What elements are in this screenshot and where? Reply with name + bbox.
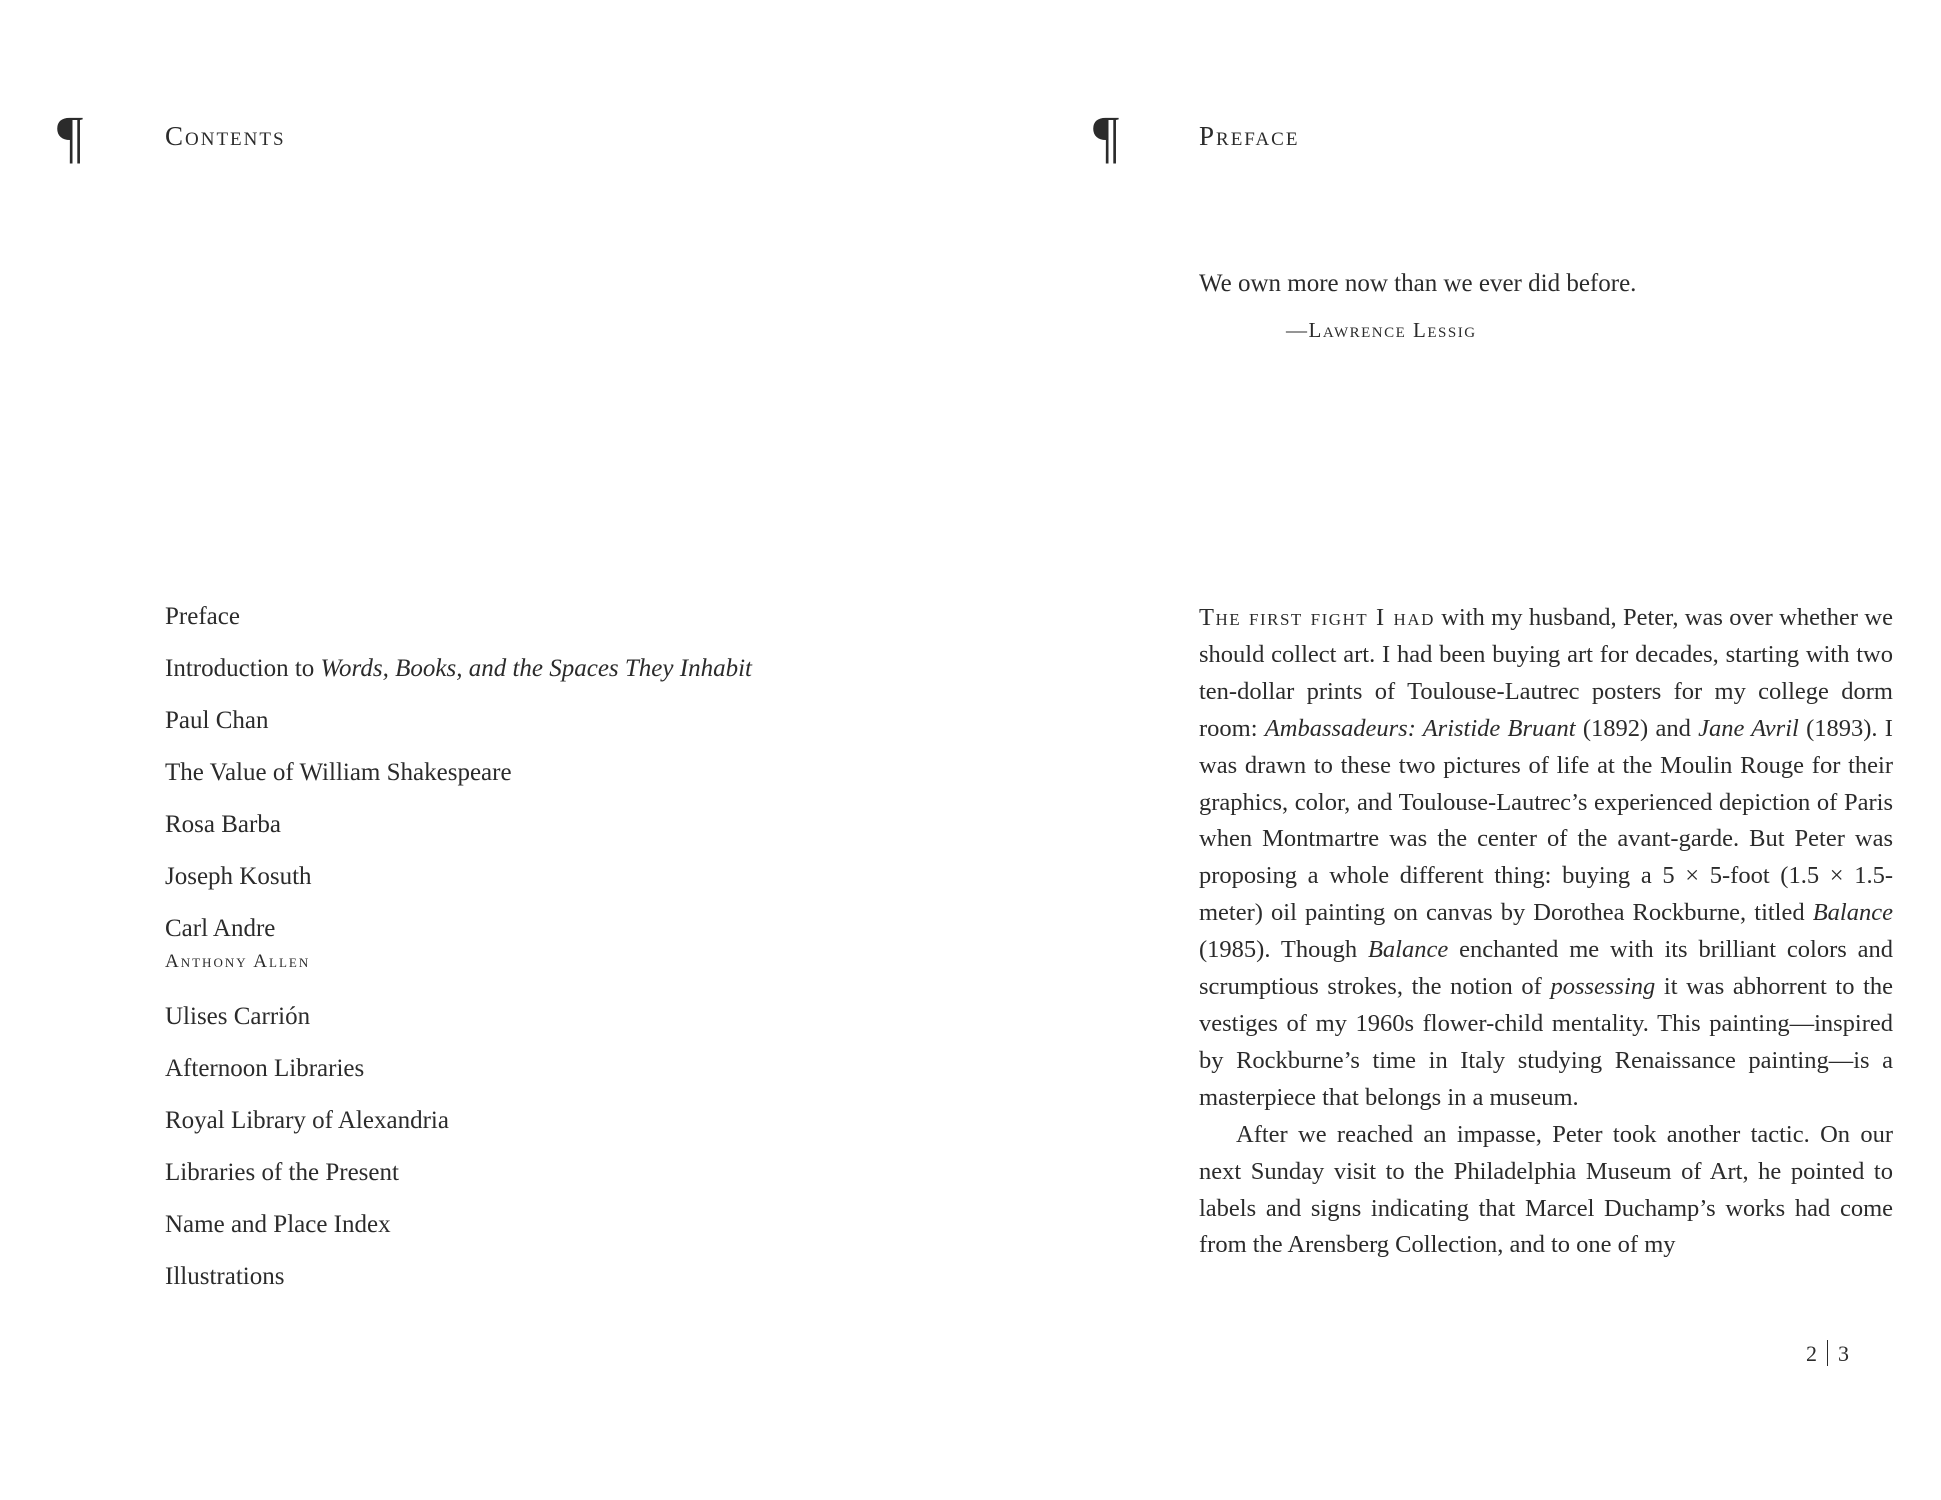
italic-title: Balance: [1812, 899, 1893, 927]
italic-emphasis: possessing: [1550, 973, 1656, 1001]
toc-title: Royal Library of Alexandria: [165, 1107, 449, 1134]
folio-divider: [1827, 1340, 1828, 1366]
toc-title: Afternoon Libraries: [165, 1055, 365, 1082]
toc-title: The Value of William Shakespeare: [165, 759, 512, 786]
text-run: with my husband, Peter, was over whether we should collect art. I had been buying art for decades, starting with two ten-dollar prints of Toulouse-Lautrec posters for my college dorm room:: [1199, 604, 1893, 742]
right-page-number: 3: [1838, 1341, 1849, 1366]
italic-title: Jane Avril: [1698, 714, 1799, 742]
toc-entry[interactable]: [0, 1211, 900, 1251]
text-run: it was abhorrent to the vestiges of my 1960s flower-child mentality. This painting—inspired by Rockburne’s time in Italy studying Renaissance painting—is a masterpiece that belongs in a museum.: [1199, 973, 1894, 1111]
italic-title: Ambassadeurs: Aristide Bruant: [1264, 714, 1576, 742]
contents-heading: Contents: [165, 121, 286, 151]
text-run: (1985). Though: [1199, 936, 1368, 964]
preface-heading: Preface: [1199, 121, 1300, 151]
toc-entry[interactable]: [0, 603, 900, 643]
toc-title: Rosa Barba: [165, 811, 281, 838]
toc-title: Ulises Carrión: [165, 1003, 311, 1030]
toc-entry[interactable]: [0, 1263, 900, 1303]
left-page-number: 2: [1806, 1341, 1817, 1366]
paragraph: After we reached an impasse, Peter took another tactic. On our next Sunday visit to the Philadelphia Museum of Art, he pointed to labels and signs indicating that Marcel Duchamp’s works had come from the Arensberg Collection, and to one of my: [1199, 1120, 1893, 1259]
paragraph: [1199, 600, 1893, 1117]
italic-title: Balance: [1367, 936, 1449, 964]
toc-title: Carl Andre: [165, 915, 276, 942]
toc-entry[interactable]: [0, 811, 900, 851]
toc-title: Preface: [165, 603, 240, 630]
toc-title-plain: Introduction to: [165, 655, 321, 682]
text-run: enchanted me with its brilliant colors and scrumptious strokes, the notion of: [1199, 936, 1893, 1001]
epigraph: We own more now than we ever did before.: [1199, 270, 1637, 297]
toc-title: [165, 655, 752, 683]
toc-title: Paul Chan: [165, 707, 269, 734]
toc-title: Illustrations: [165, 1263, 285, 1290]
toc-entry[interactable]: [0, 1003, 900, 1043]
preface-body: [1199, 600, 1893, 1264]
toc-entry[interactable]: [0, 1159, 900, 1199]
epigraph-attribution: —Lawrence Lessig: [1286, 318, 1477, 342]
pilcrow-icon: ¶: [1093, 104, 1120, 169]
toc-entry[interactable]: [0, 915, 900, 987]
lead-in: The first fight I had: [1199, 604, 1435, 631]
toc-title: Libraries of the Present: [165, 1159, 399, 1186]
toc-entry[interactable]: [0, 759, 900, 799]
toc-subtitle: Anthony Allen: [165, 951, 311, 972]
toc-entry[interactable]: [0, 1055, 900, 1095]
toc-title: Joseph Kosuth: [165, 863, 312, 890]
toc-entry[interactable]: [0, 1107, 900, 1147]
pilcrow-icon: ¶: [57, 104, 84, 169]
toc-entry[interactable]: [0, 863, 900, 903]
toc-entry[interactable]: [0, 707, 900, 747]
toc-title: Name and Place Index: [165, 1211, 391, 1238]
page-numbers: [1806, 1340, 1849, 1367]
text-run: (1892) and: [1575, 714, 1699, 742]
text-run: (1893). I was drawn to these two pictures of life at the Moulin Rouge for their graphics, color, and Toulouse-Lautrec’s experienced depiction of Paris when Montmartre was the center of the avant-garde. But Peter was proposing a whole different thing: buying a 5 × 5-foot (1.5 × 1.5-meter) oil painting on canvas by Dorothea Rockburne, titled: [1199, 714, 1893, 927]
toc-title-italic: Words, Books, and the Spaces They Inhabit: [320, 655, 752, 682]
toc-entry[interactable]: [0, 655, 900, 695]
